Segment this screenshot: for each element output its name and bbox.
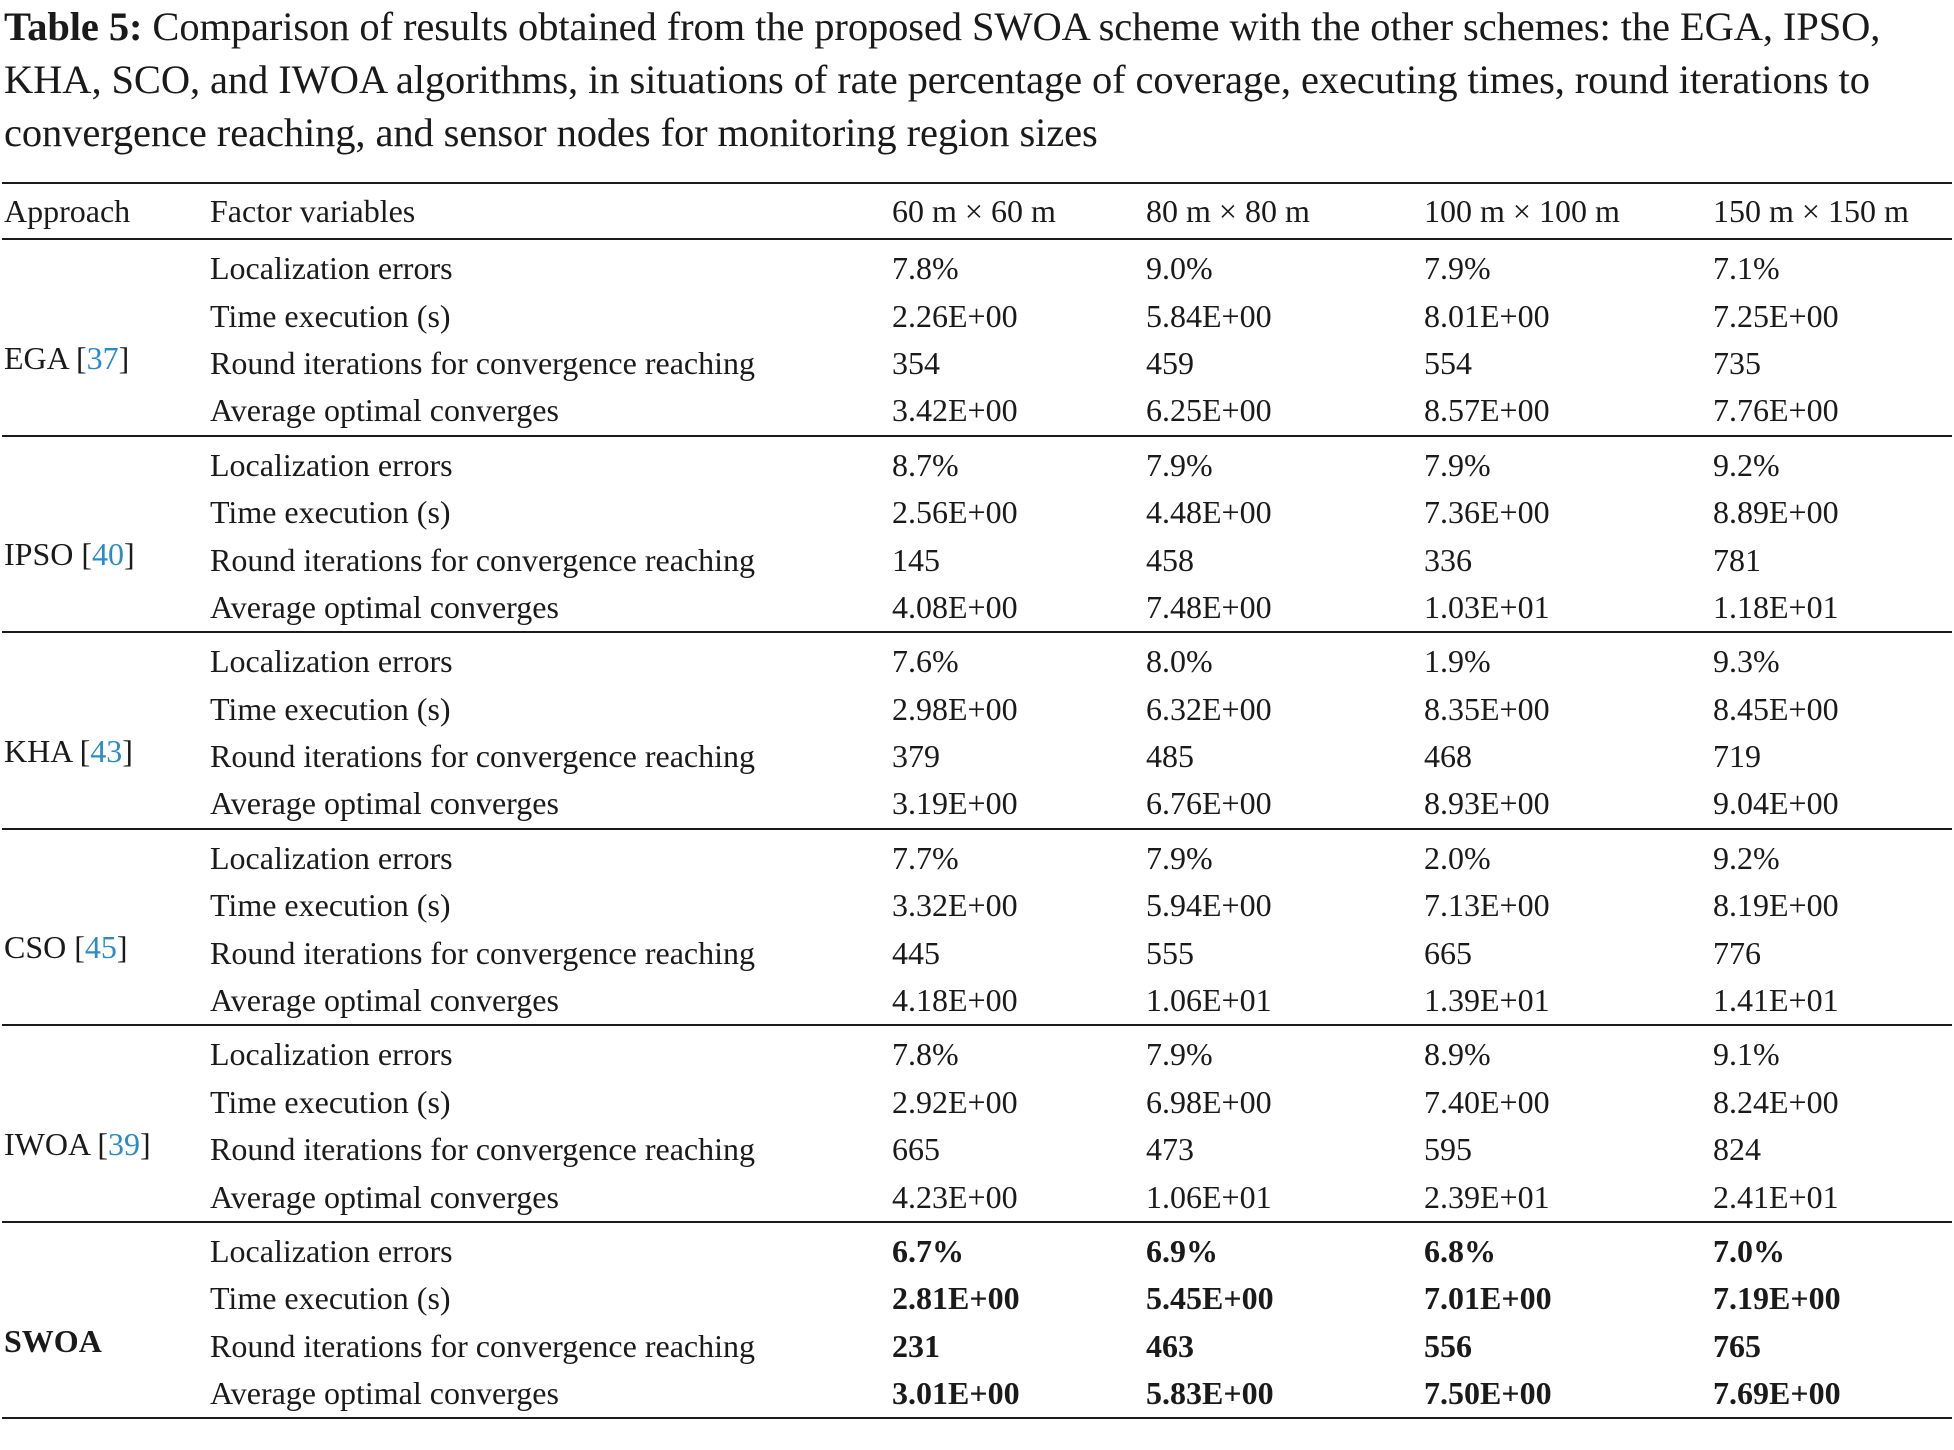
factor-cell: Time execution (s) <box>210 1280 451 1317</box>
value-cell: 9.3% <box>1713 643 1780 680</box>
value-cell: 735 <box>1713 344 1761 381</box>
factor-cell: Time execution (s) <box>210 297 451 334</box>
table-row <box>2 387 1952 435</box>
table-row <box>2 977 1952 1025</box>
reference-link[interactable]: 45 <box>84 929 117 966</box>
reference-link[interactable]: 43 <box>90 732 123 769</box>
approach-cell <box>2 1222 208 1419</box>
factor-cell: Average optimal converges <box>210 588 559 625</box>
value-cell: 2.98E+00 <box>892 690 1018 727</box>
factor-cell: Localization errors <box>210 250 453 287</box>
table-row <box>2 584 1952 632</box>
approach-name: SWOA <box>4 1322 102 1359</box>
value-cell: 6.25E+00 <box>1146 392 1272 429</box>
value-cell: 6.9% <box>1146 1233 1218 1269</box>
value-cell: 6.98E+00 <box>1146 1083 1272 1120</box>
value-cell: 1.41E+01 <box>1713 982 1839 1019</box>
value-cell: 2.39E+01 <box>1424 1178 1550 1215</box>
value-cell: 9.2% <box>1713 839 1780 876</box>
value-cell: 8.9% <box>1424 1036 1491 1073</box>
value-cell: 231 <box>892 1327 940 1364</box>
reference-link[interactable]: 39 <box>107 1126 140 1163</box>
value-cell: 7.8% <box>892 250 959 287</box>
table-row <box>2 733 1952 780</box>
value-cell: 6.7% <box>892 1233 964 1269</box>
table-row <box>2 489 1952 536</box>
factor-cell: Localization errors <box>210 1036 453 1073</box>
approach-cell: EGA [37] <box>4 339 130 376</box>
value-cell: 7.19E+00 <box>1713 1280 1841 1317</box>
approach-name: EGA <box>4 339 68 376</box>
factor-cell: Time execution (s) <box>210 1083 451 1120</box>
value-cell: 9.1% <box>1713 1036 1780 1073</box>
value-cell: 485 <box>1146 738 1194 775</box>
table-row <box>2 1079 1952 1126</box>
value-cell: 2.81E+00 <box>892 1280 1020 1317</box>
value-cell: 595 <box>1424 1131 1472 1168</box>
value-cell: 7.7% <box>892 839 959 876</box>
factor-cell: Time execution (s) <box>210 690 451 727</box>
value-cell: 1.18E+01 <box>1713 588 1839 625</box>
value-cell: 8.01E+00 <box>1424 297 1550 334</box>
value-cell: 556 <box>1424 1327 1472 1364</box>
value-cell: 555 <box>1146 934 1194 971</box>
header-approach: Approach <box>4 192 131 229</box>
value-cell: 4.18E+00 <box>892 982 1018 1019</box>
value-cell: 765 <box>1713 1327 1761 1364</box>
value-cell: 7.1% <box>1713 250 1780 287</box>
value-cell: 7.9% <box>1146 839 1213 876</box>
value-cell: 781 <box>1713 541 1761 578</box>
approach-cell: IWOA [39] <box>4 1126 151 1163</box>
value-cell: 354 <box>892 344 940 381</box>
table-row <box>2 829 1952 882</box>
factor-cell: Average optimal converges <box>210 392 559 429</box>
value-cell: 719 <box>1713 738 1761 775</box>
value-cell: 7.48E+00 <box>1146 588 1272 625</box>
value-cell: 2.56E+00 <box>892 494 1018 531</box>
table-row <box>2 1126 1952 1173</box>
factor-cell: Round iterations for convergence reaching <box>210 738 755 775</box>
table-row <box>2 686 1952 733</box>
value-cell: 5.83E+00 <box>1146 1375 1274 1412</box>
table-body <box>2 239 1952 1418</box>
value-cell: 8.24E+00 <box>1713 1083 1839 1120</box>
value-cell: 1.9% <box>1424 643 1491 680</box>
value-cell: 7.36E+00 <box>1424 494 1550 531</box>
value-cell: 7.25E+00 <box>1713 297 1839 334</box>
value-cell: 2.41E+01 <box>1713 1178 1839 1215</box>
value-cell: 5.84E+00 <box>1146 297 1272 334</box>
value-cell: 6.32E+00 <box>1146 690 1272 727</box>
reference-link[interactable]: 37 <box>86 339 119 376</box>
header-factor: Factor variables <box>210 192 416 229</box>
table-caption <box>4 0 1950 159</box>
value-cell: 7.69E+00 <box>1713 1375 1841 1412</box>
table-row <box>2 292 1952 339</box>
value-cell: 8.0% <box>1146 643 1213 680</box>
value-cell: 7.9% <box>1146 1036 1213 1073</box>
value-cell: 7.40E+00 <box>1424 1083 1550 1120</box>
value-cell: 7.9% <box>1424 446 1491 483</box>
factor-cell: Average optimal converges <box>210 1178 559 1215</box>
value-cell: 7.8% <box>892 1036 959 1073</box>
approach-name: IPSO <box>4 536 74 573</box>
factor-cell: Round iterations for convergence reaching <box>210 934 755 971</box>
table-row <box>2 536 1952 583</box>
value-cell: 1.06E+01 <box>1146 982 1272 1019</box>
table-row <box>2 436 1952 489</box>
value-cell: 8.35E+00 <box>1424 690 1550 727</box>
table-row <box>2 1222 1952 1275</box>
value-cell: 8.57E+00 <box>1424 392 1550 429</box>
value-cell: 2.26E+00 <box>892 297 1018 334</box>
approach-cell: IPSO [40] <box>4 536 135 573</box>
value-cell: 3.32E+00 <box>892 887 1018 924</box>
value-cell: 9.04E+00 <box>1713 785 1839 822</box>
factor-cell: Localization errors <box>210 643 453 680</box>
value-cell: 6.76E+00 <box>1146 785 1272 822</box>
factor-cell: Localization errors <box>210 839 453 876</box>
value-cell: 3.01E+00 <box>892 1375 1020 1412</box>
value-cell: 554 <box>1424 344 1472 381</box>
value-cell: 8.19E+00 <box>1713 887 1839 924</box>
value-cell: 145 <box>892 541 940 578</box>
value-cell: 7.50E+00 <box>1424 1375 1552 1412</box>
value-cell: 8.45E+00 <box>1713 690 1839 727</box>
table-row <box>2 340 1952 387</box>
value-cell: 776 <box>1713 934 1761 971</box>
value-cell: 473 <box>1146 1131 1194 1168</box>
value-cell: 468 <box>1424 738 1472 775</box>
approach-name: CSO <box>4 929 67 966</box>
value-cell: 4.48E+00 <box>1146 494 1272 531</box>
header-row <box>2 183 1952 239</box>
table-row <box>2 1275 1952 1322</box>
value-cell: 7.76E+00 <box>1713 392 1839 429</box>
factor-cell: Time execution (s) <box>210 887 451 924</box>
table-header <box>2 183 1952 239</box>
value-cell: 445 <box>892 934 940 971</box>
value-cell: 7.9% <box>1424 250 1491 287</box>
value-cell: 8.89E+00 <box>1713 494 1839 531</box>
value-cell: 8.93E+00 <box>1424 785 1550 822</box>
table-row <box>2 1025 1952 1078</box>
table-row <box>2 1323 1952 1370</box>
table-row <box>2 1173 1952 1221</box>
table-row <box>2 1370 1952 1418</box>
factor-cell: Time execution (s) <box>210 494 451 531</box>
value-cell: 665 <box>1424 934 1472 971</box>
factor-cell: Round iterations for convergence reaching <box>210 1327 755 1364</box>
factor-cell: Average optimal converges <box>210 1375 559 1412</box>
factor-cell: Round iterations for convergence reaching <box>210 1131 755 1168</box>
value-cell: 8.7% <box>892 446 959 483</box>
table-row <box>2 780 1952 828</box>
approach-name: KHA <box>4 732 72 769</box>
value-cell: 4.08E+00 <box>892 588 1018 625</box>
value-cell: 6.8% <box>1424 1233 1496 1269</box>
value-cell: 5.45E+00 <box>1146 1280 1274 1317</box>
factor-cell: Localization errors <box>210 446 453 483</box>
value-cell: 1.39E+01 <box>1424 982 1550 1019</box>
value-cell: 463 <box>1146 1327 1194 1364</box>
factor-cell: Round iterations for convergence reaching <box>210 344 755 381</box>
value-cell: 1.06E+01 <box>1146 1178 1272 1215</box>
value-cell: 3.19E+00 <box>892 785 1018 822</box>
value-cell: 2.92E+00 <box>892 1083 1018 1120</box>
value-cell: 7.01E+00 <box>1424 1280 1552 1317</box>
approach-name: IWOA <box>4 1126 90 1163</box>
value-cell: 3.42E+00 <box>892 392 1018 429</box>
value-cell: 824 <box>1713 1131 1761 1168</box>
header-size-100: 100 m × 100 m <box>1424 192 1620 229</box>
value-cell: 458 <box>1146 541 1194 578</box>
reference-link[interactable]: 40 <box>92 536 125 573</box>
value-cell: 4.23E+00 <box>892 1178 1018 1215</box>
approach-cell: CSO [45] <box>4 929 128 966</box>
value-cell: 1.03E+01 <box>1424 588 1550 625</box>
value-cell: 7.13E+00 <box>1424 887 1550 924</box>
value-cell: 5.94E+00 <box>1146 887 1272 924</box>
factor-cell: Average optimal converges <box>210 785 559 822</box>
value-cell: 9.2% <box>1713 446 1780 483</box>
value-cell: 665 <box>892 1131 940 1168</box>
approach-cell: KHA [43] <box>4 732 133 769</box>
table-row <box>2 929 1952 976</box>
value-cell: 9.0% <box>1146 250 1213 287</box>
factor-cell: Average optimal converges <box>210 982 559 1019</box>
value-cell: 7.9% <box>1146 446 1213 483</box>
table-row <box>2 882 1952 929</box>
value-cell: 336 <box>1424 541 1472 578</box>
caption-label: Table 5: <box>4 4 143 49</box>
value-cell: 459 <box>1146 344 1194 381</box>
header-size-150: 150 m × 150 m <box>1713 192 1909 229</box>
value-cell: 379 <box>892 738 940 775</box>
comparison-table <box>2 182 1952 1419</box>
value-cell: 7.0% <box>1713 1233 1785 1269</box>
caption-text: Comparison of results obtained from the proposed SWOA scheme with the other schemes: the EGA, IPSO, KHA, SCO, and IWOA algorithms, in situations of rate percentage of coverage, executing times, round iterations to convergence reaching, and sensor nodes for monitoring region sizes <box>4 4 1881 155</box>
header-size-80: 80 m × 80 m <box>1146 192 1310 229</box>
factor-cell: Localization errors <box>210 1233 453 1269</box>
table-row <box>2 632 1952 685</box>
value-cell: 7.6% <box>892 643 959 680</box>
value-cell: 2.0% <box>1424 839 1491 876</box>
table-row <box>2 239 1952 292</box>
factor-cell: Round iterations for convergence reaching <box>210 541 755 578</box>
header-size-60: 60 m × 60 m <box>892 192 1056 229</box>
